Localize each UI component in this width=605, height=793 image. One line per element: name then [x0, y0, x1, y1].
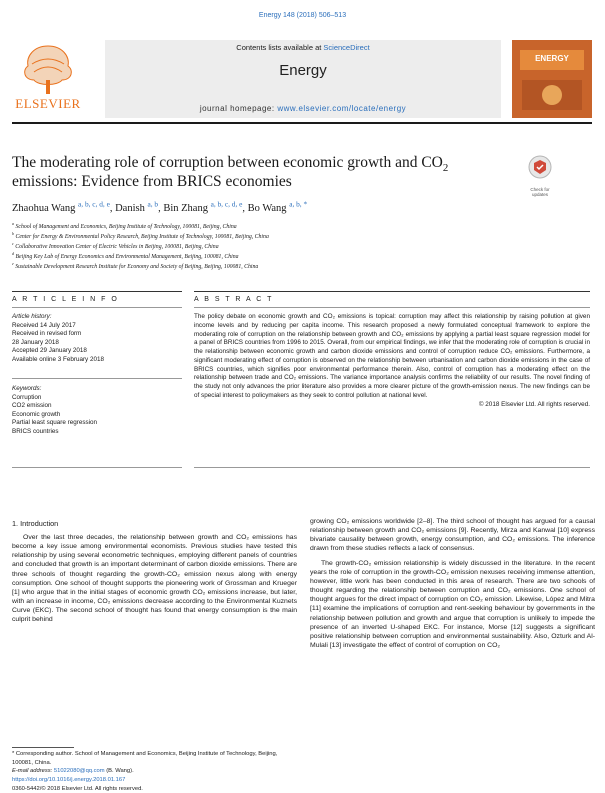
email-label: E-mail address: [12, 768, 54, 774]
history-entry: Available online 3 February 2018 [12, 356, 182, 365]
history-bottom-rule [12, 378, 182, 379]
issn-line: 0360-5442/© 2018 Elsevier Ltd. All rights reserved. [12, 785, 297, 793]
keywords [12, 385, 182, 437]
article-title [12, 153, 522, 191]
affiliation-text: Beijing Key Lab of Energy Economics and Environmental Management, Beijing, 100081, China [15, 254, 238, 260]
keyword-item: Economic growth [12, 411, 182, 420]
intro-paragraph: growing CO₂ emissions worldwide [2–8]. The third school of thought has argued for a causal relationship between growth and CO₂ emissions [9]. Recently, Mirza and Kanwal [10] express bivariate causality between growth, energy consumption, and CO₂ emissions. The inference drawn from these studies reflects a lack of consensus. [310, 517, 595, 554]
abstract-heading: A B S T R A C T [194, 296, 273, 303]
keyword-item: Corruption [12, 394, 182, 403]
footnote [12, 750, 297, 776]
elsevier-tree-icon [12, 40, 84, 96]
affiliation-mark: c [12, 241, 14, 246]
history-entry: Received 14 July 2017 [12, 322, 182, 331]
homepage-prefix: journal homepage: [200, 104, 278, 113]
contents-line [105, 43, 501, 52]
elsevier-wordmark: ELSEVIER [12, 96, 84, 112]
affiliation-text: Sustainable Development Research Institute for Economy and Society of Beijing, Beijing, 100081, China [15, 264, 258, 270]
affiliation-mark: a [12, 221, 14, 226]
journal-name: Energy [105, 62, 501, 79]
author-name[interactable]: Zhaohua Wang [12, 203, 75, 214]
email-link[interactable]: 51022080@qq.com [54, 768, 105, 774]
journal-homepage [105, 104, 501, 113]
affiliation-text: Center for Energy & Environmental Policy Research, Beijing Institute of Technology, 100081, Beijing, China [15, 234, 268, 240]
affiliation-mark: d [12, 251, 14, 256]
check-updates-icon [524, 154, 556, 182]
author-affil-marks[interactable]: a, b, * [289, 200, 307, 209]
affiliation-item [12, 252, 572, 262]
author-affil-marks[interactable]: a, b, c, d, e [78, 200, 110, 209]
keywords-label: Keywords: [12, 385, 182, 394]
article-history [12, 313, 182, 365]
intro-paragraph: The growth-CO₂ emission relationship is widely discussed in the literature. In the recent years the role of corruption in the growth-CO₂ emission nexuses receiving immense attention, however, little work has been conducted in this area of research. There are two schools of thought regarding the relationship between corruption and CO₂ emissions. One school of thought argues for the direct impact of corruption on CO₂ emission. Likewise, López and Mitra [11] examine the implications of corruption and rent-seeking behaviour by governments in the relationship between pollution and growth and argue that corruption is unlikely to impede the presence of an inverted U-shaped EKC. For instance, Morse [12] suggests a significant positive relationship between corruption and environmental sustainability. Also, Ozturk and Al-Mulali [13] investigate the effect of control of corruption on CO₂ [310, 559, 595, 651]
affiliation-item [12, 262, 572, 272]
check-updates-label: Check for updates [524, 187, 556, 197]
corresponding-author-note: * Corresponding author. School of Management and Economics, Beijing Institute of Technology, Beijing, 100081, China. [12, 750, 297, 767]
abstract-head-rule [194, 307, 590, 308]
affiliation-mark: b [12, 231, 14, 236]
author-affil-marks[interactable]: a, b, c, d, e [211, 200, 243, 209]
keyword-item: Partial least square regression [12, 419, 182, 428]
check-for-updates-badge[interactable] [524, 154, 556, 194]
email-line [12, 767, 297, 776]
affiliation-list [12, 222, 572, 272]
article-info-heading: A R T I C L E I N F O [12, 296, 119, 303]
affiliation-text: Collaborative Innovation Center of Electric Vehicles in Beijing, 100081, Beijing, China [15, 244, 218, 250]
history-entry: Received in revised form [12, 330, 182, 339]
affiliation-item [12, 242, 572, 252]
abstract-text: The policy debate on economic growth and CO₂ emissions is topical: corruption may affect this relationship by raising pollution at given income levels and by reducing per capita income. This research proposed a newly formulated conceptual framework to explore the moderating role of corruption on the relationship between growth and CO₂ emissions by applying a partial least square regression model for a panel of BRICS countries from 1996 to 2015. Overall, from our empirical findings, we infer that the moderating role of corruption is crucial in the relationship between economic growth and carbon dioxide emissions and control of corruption reduce CO₂ emissions. Furthermore, a significant moderating effect of corruption is observed on the relationship between urbanisation and carbon dioxide emissions in the case of BRICS countries, which signifies poor environmental performance therein. Also, control of corruption has a moderating effect on the relationship between trade and CO₂ emissions. The variance importance analysis confirms the reliability of our results. The novel finding of the study not only advances the prior literature also provides a more clearer picture of the growth-emission nexus. The new findings can be of special interest to policymakers as they seek to control pollution at national level. [194, 313, 590, 401]
keyword-item: CO2 emission [12, 402, 182, 411]
title-subscript: 2 [443, 162, 448, 174]
journal-cover-thumbnail[interactable] [512, 40, 592, 118]
article-info-top-rule [12, 291, 182, 292]
header-rule [12, 122, 592, 124]
affiliation-mark: e [12, 261, 14, 266]
keywords-bottom-rule [12, 467, 182, 468]
journal-citation[interactable]: Energy 148 (2018) 506–513 [0, 12, 605, 19]
author-affil-marks[interactable]: a, b [147, 200, 158, 209]
title-line-1: The moderating role of corruption between economic growth and CO [12, 154, 443, 171]
email-suffix: (B. Wang). [105, 768, 134, 774]
author-name[interactable]: Danish [115, 203, 145, 214]
intro-paragraph: Over the last three decades, the relationship between growth and CO₂ emissions has become a key issue among environmental economists. Previous studies have tested this relationship by using several econometric techniques, employing different panels of countries and concluded that growth is an important determinant of carbon dioxide emissions. There are three schools of thought regarding the growth-CO₂ emission nexus along with energy consumption. One school of thought supports the pioneering work of Grossman and Krueger [1] who argue that in the initial stages of economic growth CO₂ emissions increase, but later, with an increase in income, CO₂ emissions decrease according to the Environmental Kuznets Curve (EKC). The second school of thought has found that energy consumption is the main culprit behind [12, 533, 297, 625]
author-list: Zhaohua Wang $^{a, b, c, d, e}$, Danish $^{a, b}$, Bin Zhang $^{a, b, c, d, e}$, Bo Wang $^{a, b, *}$ [12, 203, 572, 214]
abstract-bottom-rule [194, 467, 590, 468]
doi-block [12, 776, 297, 793]
affiliation-item [12, 222, 572, 232]
history-entry: 28 January 2018 [12, 339, 182, 348]
author-name[interactable]: Bin Zhang [163, 203, 208, 214]
author-name[interactable]: Bo Wang [248, 203, 287, 214]
abstract-body [194, 313, 590, 409]
body-column-right [310, 517, 595, 650]
doi-link[interactable]: https://doi.org/10.1016/j.energy.2018.01.167 [12, 776, 297, 785]
title-line-2: emissions: Evidence from BRICS economies [12, 173, 292, 190]
body-column-left [12, 533, 297, 625]
history-entry: Accepted 29 January 2018 [12, 347, 182, 356]
history-label: Article history: [12, 313, 182, 322]
footnote-rule [12, 747, 74, 748]
sciencedirect-link[interactable]: ScienceDirect [323, 43, 369, 52]
affiliation-item [12, 232, 572, 242]
homepage-link[interactable]: www.elsevier.com/locate/energy [277, 104, 406, 113]
abstract-top-rule [194, 291, 590, 292]
affiliation-text: School of Management and Economics, Beijing Institute of Technology, 100081, Beijing, China [15, 224, 236, 230]
article-info-head-rule [12, 307, 182, 308]
abstract-copyright: © 2018 Elsevier Ltd. All rights reserved. [194, 401, 590, 410]
contents-prefix: Contents lists available at [236, 43, 323, 52]
keyword-item: BRICS countries [12, 428, 182, 437]
introduction-heading: 1. Introduction [12, 519, 58, 528]
cover-art-icon [512, 76, 592, 116]
journal-cover-title: ENERGY [512, 54, 592, 63]
